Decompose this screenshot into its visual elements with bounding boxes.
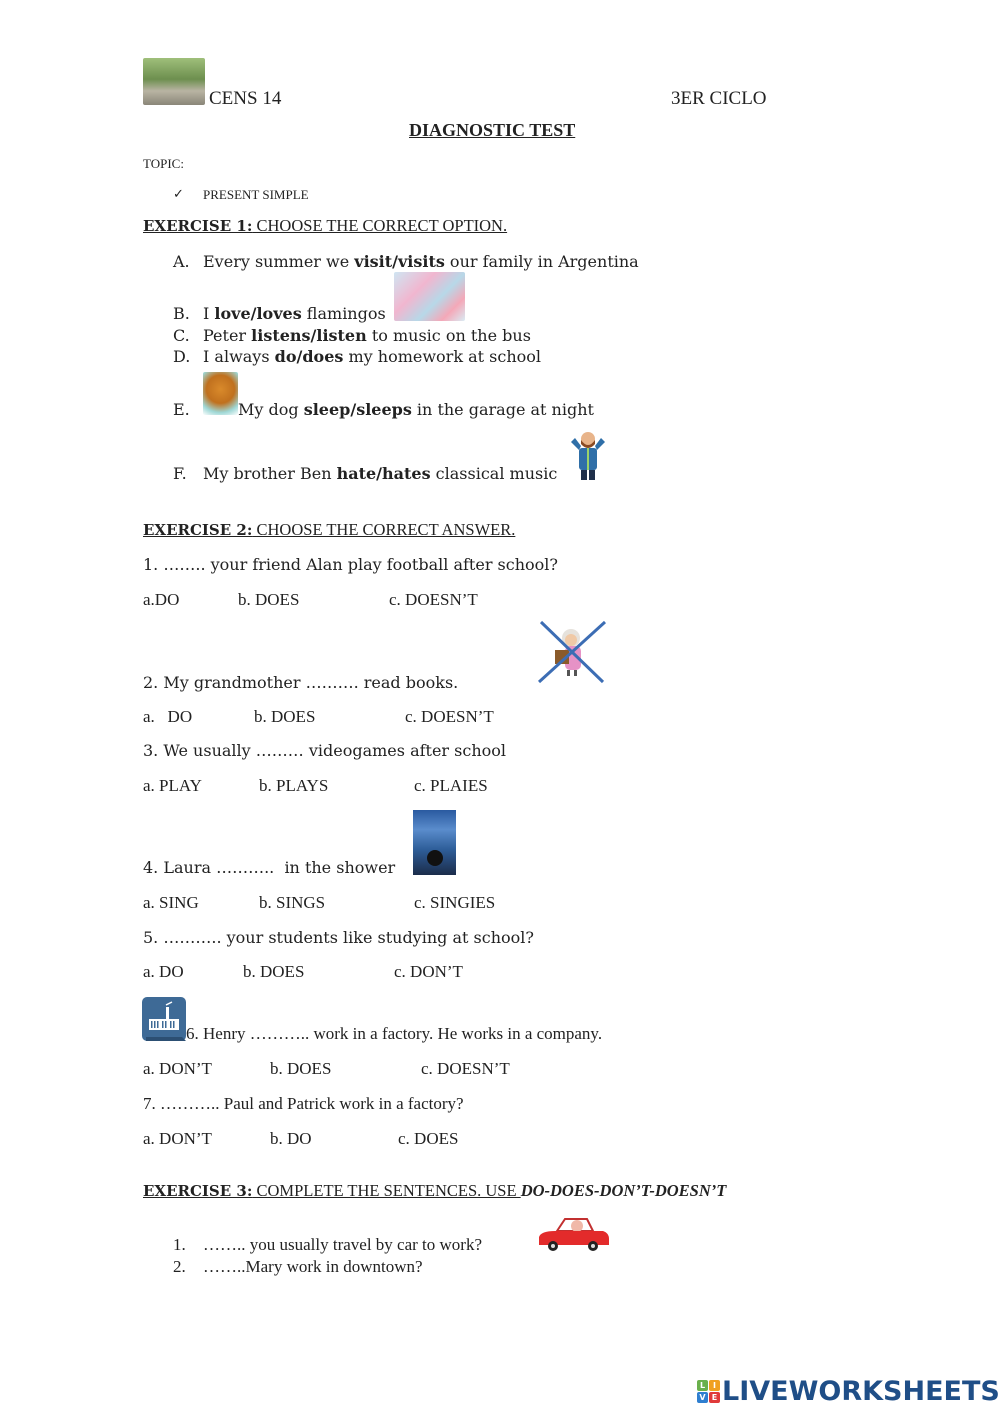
ex2-question-4: 4. Laura ……….. in the shower bbox=[143, 858, 396, 877]
flamingos-image bbox=[394, 272, 465, 321]
ex2-q4-option-a[interactable]: a. SING bbox=[143, 893, 199, 912]
ex3-item-1: 1. …….. you usually travel by car to work? bbox=[173, 1235, 483, 1254]
ex1-item-a: A. Every summer we visit/visits our family in Argentina bbox=[173, 252, 639, 271]
ex2-q5-option-b[interactable]: b. DOES bbox=[243, 962, 305, 981]
ex2-question-2: 2. My grandmother ………. read books. bbox=[143, 673, 459, 692]
ex2-question-7: 7. ……….. Paul and Patrick work in a factory? bbox=[143, 1094, 464, 1113]
exercise2-instruction: CHOOSE THE CORRECT ANSWER. bbox=[256, 520, 516, 539]
school-name: CENS 14 bbox=[209, 88, 282, 109]
ex2-q7-option-b[interactable]: b. DO bbox=[270, 1129, 312, 1148]
ex2-q1-option-a[interactable]: a.DO bbox=[143, 590, 180, 609]
grandmother-crossed-image bbox=[537, 620, 607, 684]
topic-item: PRESENT SIMPLE bbox=[203, 187, 309, 202]
ex2-q4-option-b[interactable]: b. SINGS bbox=[259, 893, 326, 912]
ex2-q5-option-a[interactable]: a. DO bbox=[143, 962, 184, 981]
exercise3-heading bbox=[143, 1181, 726, 1201]
ex1-item-b: B. I love/loves flamingos bbox=[173, 304, 386, 323]
ex2-q6-option-b[interactable]: b. DOES bbox=[270, 1059, 332, 1078]
course-level: 3ER CICLO bbox=[671, 88, 767, 109]
page-title: DIAGNOSTIC TEST bbox=[409, 120, 576, 140]
ex2-q6-option-c[interactable]: c. DOESN’T bbox=[421, 1059, 510, 1078]
ex2-q2-option-a[interactable]: a. DO bbox=[143, 707, 193, 726]
ex2-q3-option-b[interactable]: b. PLAYS bbox=[259, 776, 329, 795]
ex2-q7-option-a[interactable]: a. DON’T bbox=[143, 1129, 212, 1148]
ex1-item-e: E. My dog sleep/sleeps in the garage at night bbox=[173, 400, 594, 419]
logo-blocks-icon: L I V E bbox=[697, 1380, 720, 1403]
ex2-q6-option-a[interactable]: a. DON’T bbox=[143, 1059, 212, 1078]
ex2-question-1: 1. …….. your friend Alan play football after school? bbox=[143, 555, 558, 574]
ex1-item-c: C. Peter listens/listen to music on the bus bbox=[173, 326, 531, 345]
topic-label: TOPIC: bbox=[143, 156, 184, 171]
ex2-q2-option-b[interactable]: b. DOES bbox=[254, 707, 316, 726]
factory-icon bbox=[142, 997, 186, 1041]
ex2-q5-option-c[interactable]: c. DON’T bbox=[394, 962, 463, 981]
ex2-question-3: 3. We usually ……… videogames after school bbox=[143, 741, 507, 760]
exercise1-label: EXERCISE 1: bbox=[143, 217, 253, 235]
ex2-q3-option-c[interactable]: c. PLAIES bbox=[414, 776, 488, 795]
check-icon: ✓ bbox=[173, 186, 184, 201]
choice-a: visit/visits bbox=[354, 252, 445, 271]
exercise3-instruction: COMPLETE THE SENTENCES. USE bbox=[256, 1181, 521, 1200]
ex2-q3-option-a[interactable]: a. PLAY bbox=[143, 776, 202, 795]
ex2-question-6: 6. Henry ……….. work in a factory. He works in a company. bbox=[186, 1024, 603, 1043]
exercise1-heading bbox=[143, 216, 507, 236]
ex1-item-f: F. My brother Ben hate/hates classical music bbox=[173, 464, 558, 483]
choice-d: do/does bbox=[274, 347, 344, 366]
choice-c: listens/listen bbox=[251, 326, 367, 345]
exercise2-label: EXERCISE 2: bbox=[143, 521, 253, 539]
ex2-question-5: 5. ……….. your students like studying at school? bbox=[143, 928, 534, 947]
exercise3-label: EXERCISE 3: bbox=[143, 1182, 253, 1200]
exercise2-heading bbox=[143, 520, 515, 540]
liveworksheets-logo[interactable] bbox=[697, 1376, 1000, 1407]
ex1-item-d: D. I always do/does my homework at school bbox=[173, 347, 542, 366]
car-image bbox=[537, 1215, 611, 1253]
ex3-item-2: 2. ……..Mary work in downtown? bbox=[173, 1257, 423, 1276]
ex2-q7-option-c[interactable]: c. DOES bbox=[398, 1129, 459, 1148]
shower-image bbox=[413, 810, 456, 875]
school-photo bbox=[143, 58, 205, 105]
ex2-q1-option-b[interactable]: b. DOES bbox=[238, 590, 300, 609]
man-covering-ears-image bbox=[566, 428, 610, 482]
ex2-q2-option-c[interactable]: c. DOESN’T bbox=[405, 707, 494, 726]
ex2-q4-option-c[interactable]: c. SINGIES bbox=[414, 893, 496, 912]
choice-b: love/loves bbox=[214, 304, 302, 323]
exercise3-keywords: DO-DOES-DON’T-DOESN’T bbox=[520, 1181, 727, 1200]
choice-f: hate/hates bbox=[336, 464, 431, 483]
choice-e: sleep/sleeps bbox=[303, 400, 412, 419]
ex2-q1-option-c[interactable]: c. DOESN’T bbox=[389, 590, 478, 609]
exercise1-instruction: CHOOSE THE CORRECT OPTION. bbox=[256, 216, 508, 235]
logo-text: LIVEWORKSHEETS bbox=[722, 1376, 1000, 1407]
